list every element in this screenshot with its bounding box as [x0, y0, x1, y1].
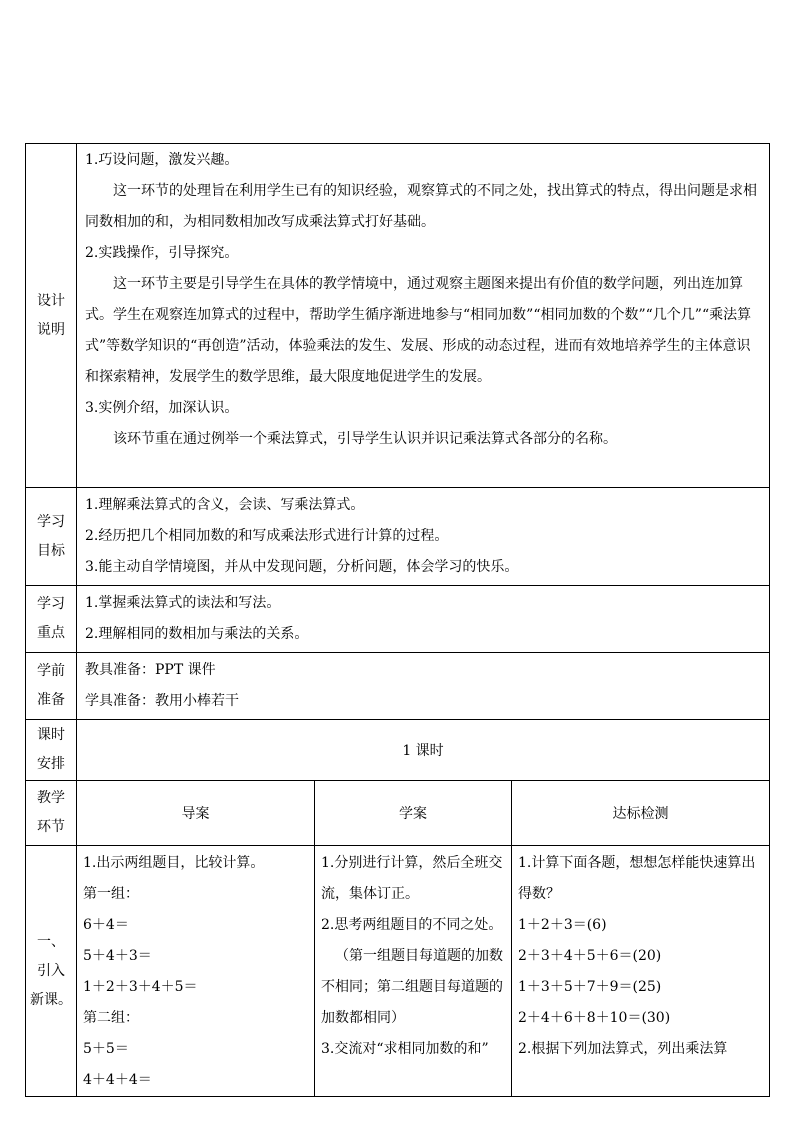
- goals-label-line-1: 学习: [37, 513, 65, 530]
- study-line-3: （第一组题目每道题的加数不相同；第二组题目每道题的加数都相同）: [321, 948, 503, 1026]
- guide-line-5: 1＋2＋3＋4＋5＝: [83, 979, 198, 995]
- study-line-1: 1.分别进行计算，然后全班交流，集体订正。: [321, 855, 503, 902]
- focus-item-2: 2.理解相同的数相加与乘法的关系。: [85, 626, 309, 642]
- check-line-6: 2.根据下列加法算式，列出乘法算: [518, 1041, 728, 1057]
- design-para-5: 3.实例介绍，加深认识。: [85, 400, 239, 416]
- focus-label: [26, 586, 77, 653]
- design-label-line-2: 说明: [37, 321, 65, 338]
- design-content: [77, 144, 770, 488]
- design-para-6: 该环节重在通过例举一个乘法算式，引导学生认识并识记乘法算式各部分的名称。: [113, 431, 617, 447]
- check-line-4: 1＋3＋5＋7＋9＝(25): [518, 979, 662, 995]
- design-para-2: 这一环节的处理旨在利用学生已有的知识经验，观察算式的不同之处，找出算式的特点，得出问题是求相同数相加的和，为相同数相加改写成乘法算式打好基础。: [85, 183, 757, 230]
- intro-row: [26, 846, 770, 1097]
- goal-item-2: 2.经历把几个相同加数的和写成乘法形式进行计算的过程。: [85, 528, 449, 544]
- prep-label: [26, 653, 77, 720]
- design-label: [26, 144, 77, 488]
- goals-label-line-2: 目标: [37, 542, 65, 559]
- design-para-1: 1.巧设问题，激发兴趣。: [85, 152, 239, 168]
- guide-line-4: 5＋4＋3＝: [83, 948, 152, 964]
- intro-label-line-2: 引入: [37, 962, 65, 979]
- guide-line-1: 1.出示两组题目，比较计算。: [83, 855, 265, 871]
- stages-label-line-1: 教学: [37, 790, 65, 806]
- design-para-4: 这一环节主要是引导学生在具体的教学情境中，通过观察主题图来提出有价值的数学问题，列出连加算式。学生在观察连加算式的过程中，帮助学生循序渐进地参与“相同加数”“相同加数的个数”“几个几”“乘法算式”等数学知识的“再创造”活动，体验乘法的发生、发展、形成的动态过程，进而有效地培养学生的主体意识和探索精神，发展学生的数学思维，最大限度地促进学生的发展。: [85, 276, 752, 385]
- stages-label: [26, 781, 77, 846]
- check-line-2: 1＋2＋3＝(6): [518, 917, 607, 933]
- stages-header-row: [26, 781, 770, 846]
- check-line-5: 2＋4＋6＋8＋10＝(30): [518, 1010, 671, 1026]
- check-line-1: 1.计算下面各题，想想怎样能快速算出得数？: [518, 855, 756, 902]
- header-study: 学案: [315, 781, 512, 846]
- stages-label-line-2: 环节: [37, 819, 65, 835]
- schedule-label: [26, 720, 77, 781]
- design-para-3: 2.实践操作，引导探究。: [85, 245, 239, 261]
- focus-label-line-2: 重点: [37, 625, 65, 641]
- schedule-label-line-2: 安排: [37, 756, 65, 772]
- lesson-plan-table: [25, 143, 770, 1097]
- intro-label-line-1: 一、: [37, 933, 65, 950]
- guide-line-2: 第一组：: [83, 886, 139, 902]
- header-check: 达标检测: [512, 781, 770, 846]
- study-line-2: 2.思考两组题目的不同之处。: [321, 917, 503, 933]
- intro-label: [26, 846, 77, 1097]
- design-row: [26, 144, 770, 488]
- goals-label: [26, 488, 77, 586]
- prep-content: [77, 653, 770, 720]
- design-label-line-1: 设计: [37, 292, 65, 309]
- guide-line-6: 第二组：: [83, 1010, 139, 1026]
- goal-item-1: 1.理解乘法算式的含义，会读、写乘法算式。: [85, 497, 365, 513]
- prep-item-2: 学具准备：教用小棒若干: [85, 693, 239, 709]
- intro-label-line-3: 新课。: [30, 991, 72, 1008]
- focus-item-1: 1.掌握乘法算式的读法和写法。: [85, 595, 281, 611]
- guide-line-8: 4＋4＋4＝: [83, 1072, 152, 1088]
- header-guide: 导案: [77, 781, 315, 846]
- guide-line-7: 5＋5＝: [83, 1041, 129, 1057]
- intro-check: [512, 846, 770, 1097]
- focus-label-line-1: 学习: [37, 596, 65, 612]
- intro-guide: [77, 846, 315, 1097]
- goals-row: [26, 488, 770, 586]
- prep-label-line-2: 准备: [37, 692, 65, 708]
- focus-row: [26, 586, 770, 653]
- schedule-value: 1 课时: [77, 720, 770, 781]
- schedule-label-line-1: 课时: [37, 727, 65, 743]
- prep-label-line-1: 学前: [37, 663, 65, 679]
- check-line-3: 2＋3＋4＋5＋6＝(20): [518, 948, 662, 964]
- prep-row: [26, 653, 770, 720]
- study-line-4: 3.交流对“求相同加数的和”: [321, 1041, 489, 1057]
- intro-study: [315, 846, 512, 1097]
- focus-content: [77, 586, 770, 653]
- goals-content: [77, 488, 770, 586]
- schedule-row: [26, 720, 770, 781]
- guide-line-3: 6＋4＝: [83, 917, 129, 933]
- prep-item-1: 教具准备：PPT 课件: [85, 662, 216, 678]
- goal-item-3: 3.能主动自学情境图，并从中发现问题，分析问题，体会学习的快乐。: [85, 559, 519, 575]
